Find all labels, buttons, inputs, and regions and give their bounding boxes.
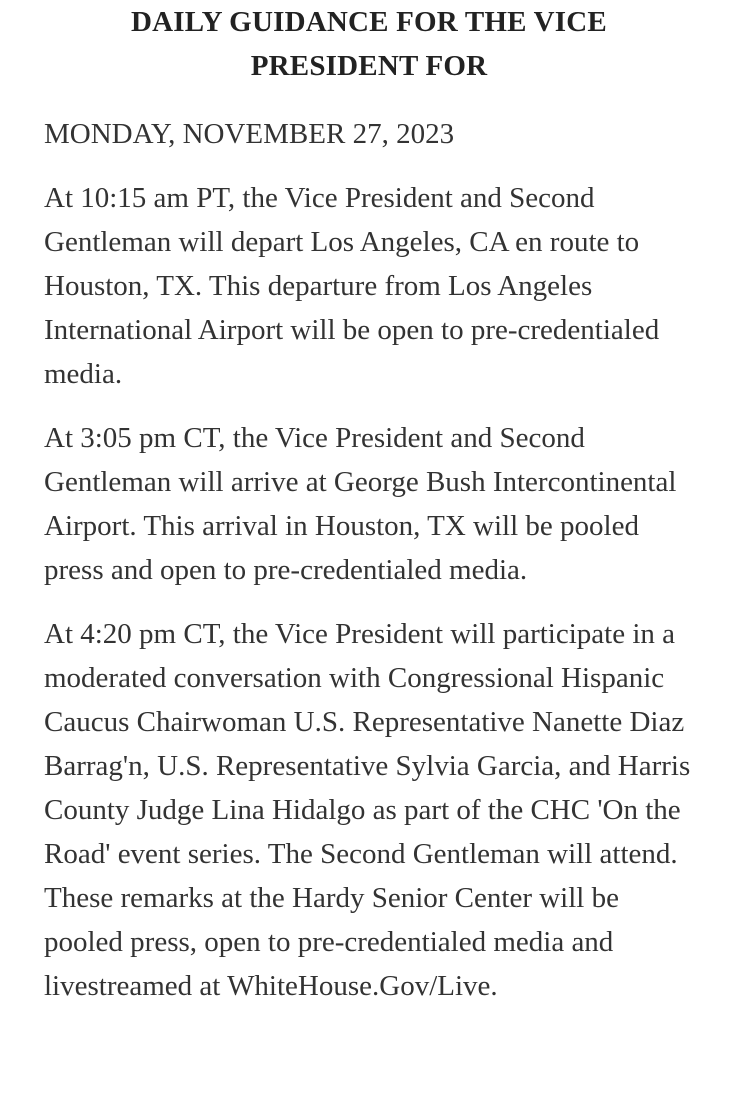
- document-title: [44, 0, 694, 88]
- schedule-paragraph-arrival: At 3:05 pm CT, the Vice President and Second Gentleman will arrive at George Bush Intercontinental Airport. This arrival in Houston, TX will be pooled press and open to pre-credentialed media.: [44, 422, 677, 586]
- schedule-paragraph-departure: At 10:15 am PT, the Vice President and Second Gentleman will depart Los Angeles, CA en route to Houston, TX. This departure from Los Angeles International Airport will be open to pre-credentialed media.: [44, 182, 660, 390]
- schedule-date: MONDAY, NOVEMBER 27, 2023: [44, 118, 455, 150]
- title-line-1: DAILY GUIDANCE FOR THE VICE: [131, 6, 607, 38]
- title-line-2: PRESIDENT FOR: [250, 50, 488, 82]
- schedule-paragraph-event: At 4:20 pm CT, the Vice President will participate in a moderated conversation with Congressional Hispanic Caucus Chairwoman U.S. Representative Nanette Diaz Barrag'n, U.S. Representative Sylvia Garcia, and Harris County Judge Lina Hidalgo as part of the CHC 'On the Road' event series. The Second Gentleman will attend. These remarks at the Hardy Senior Center will be pooled press, open to pre-credentialed media and livestreamed at WhiteHouse.Gov/Live.: [44, 618, 691, 1002]
